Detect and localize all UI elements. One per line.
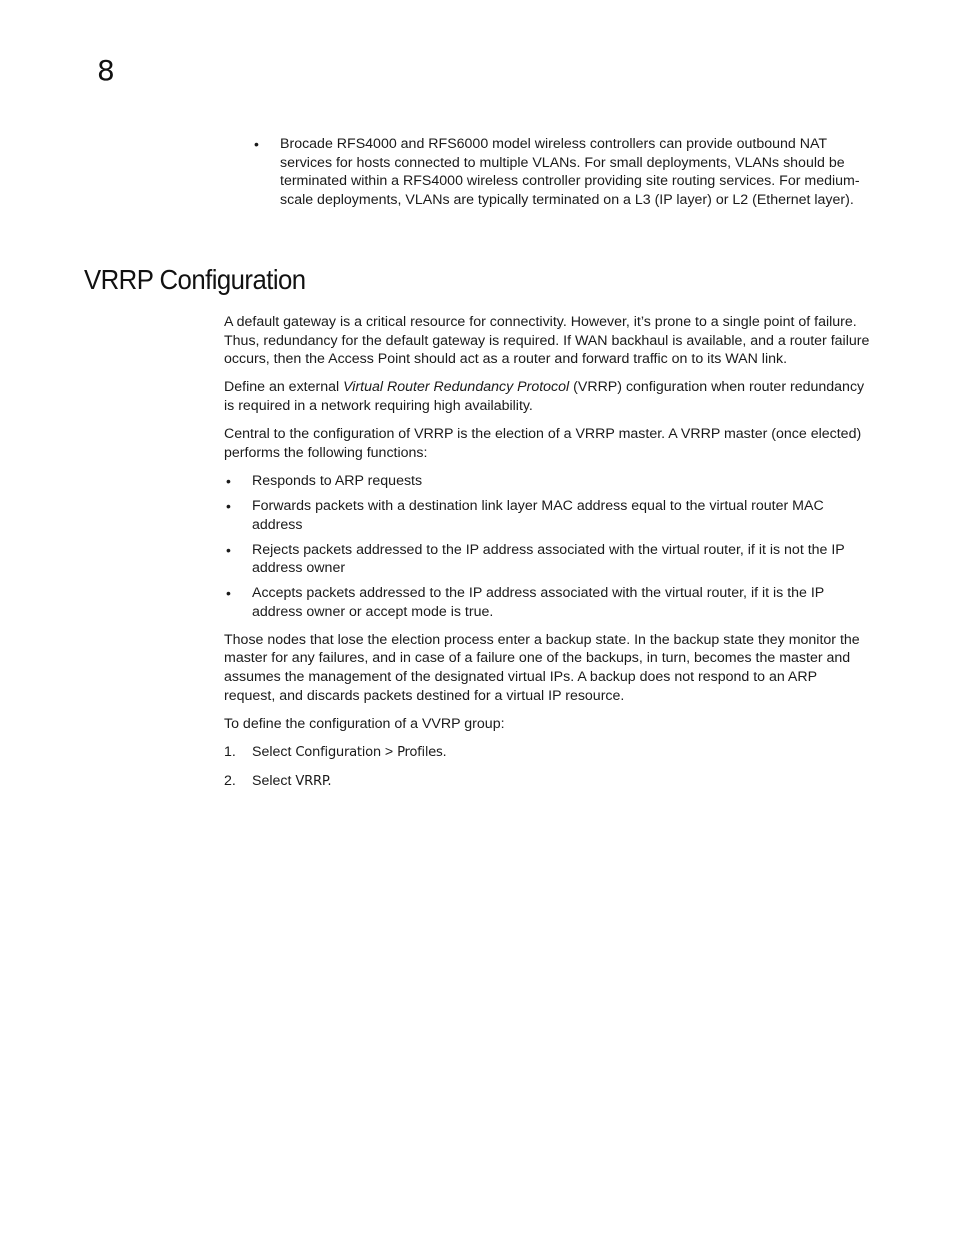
paragraph-text: Define an external	[224, 379, 344, 396]
bullet-text: Brocade RFS4000 and RFS6000 model wireless controllers can provide outbound NAT services for hosts connected to multiple VLANs. For small deployments, VLANs should be terminated within a RFS4000 wireless controller providing site routing services. For medium-scale deployments, VLANs are typically terminated on a L3 (IP layer) or L2 (Ethernet layer).	[280, 136, 860, 208]
ui-term-profiles: Profiles	[397, 745, 443, 761]
functions-list	[224, 472, 870, 621]
step-number: 1.	[224, 744, 236, 761]
bullet-icon: •	[254, 136, 259, 152]
step-item	[224, 772, 870, 792]
bullet-icon: •	[226, 497, 231, 514]
list-item-text: Forwards packets with a destination link layer MAC address equal to the virtual router MAC address	[252, 497, 824, 533]
intro-bullet-list	[254, 135, 866, 209]
paragraph	[224, 378, 870, 415]
paragraph: A default gateway is a critical resource for connectivity. However, it’s prone to a single point of failure. Thus, redundancy for the default gateway is required. If WAN backhaul is available, and a router failure occurs, then the Access Point should act as a router and forward traffic on to its WAN link.	[224, 314, 870, 368]
paragraph: To define the configuration of a VVRP group:	[224, 715, 505, 732]
step-text: Select	[252, 773, 296, 790]
paragraph: Those nodes that lose the election process enter a backup state. In the backup state they monitor the master for any failures, and in case of a failure one of the backups, in turn, becomes the master and assumes the management of the designated virtual IPs. A backup does not respond to an ARP request, and discards packets destined for a virtual IP resource.	[224, 631, 860, 704]
steps-list	[224, 743, 870, 792]
list-item	[224, 497, 870, 534]
step-separator: >	[380, 744, 398, 761]
list-item	[254, 135, 866, 209]
section-title: VRRP Configuration	[84, 264, 306, 295]
paragraph: Central to the configuration of VRRP is the election of a VRRP master. A VRRP master (once elected) performs the following functions:	[224, 426, 862, 461]
ui-term-vrrp: VRRP.	[295, 774, 332, 790]
chapter-number: 8	[97, 54, 115, 87]
list-item-text: Accepts packets addressed to the IP address associated with the virtual router, if it is the IP address owner or accept mode is true.	[252, 585, 825, 620]
protocol-name: Virtual Router Redundancy Protocol	[343, 379, 570, 396]
step-number: 2.	[224, 773, 236, 790]
list-item-text: Responds to ARP requests	[252, 472, 423, 489]
list-item	[224, 584, 870, 621]
step-item	[224, 743, 870, 763]
ui-term-configuration: Configuration	[295, 745, 381, 761]
bullet-icon: •	[226, 541, 231, 558]
step-suffix: .	[442, 744, 447, 761]
bullet-icon: •	[226, 472, 231, 489]
step-text: Select	[252, 744, 296, 761]
list-item	[224, 541, 870, 578]
section-content	[224, 313, 870, 801]
bullet-icon: •	[226, 585, 231, 602]
list-item	[224, 472, 870, 491]
list-item-text: Rejects packets addressed to the IP address associated with the virtual router, if it is not the IP address owner	[252, 541, 845, 577]
paragraph-text: (VRRP) configuration when router redundancy is required in a network requiring high availability.	[224, 379, 865, 414]
